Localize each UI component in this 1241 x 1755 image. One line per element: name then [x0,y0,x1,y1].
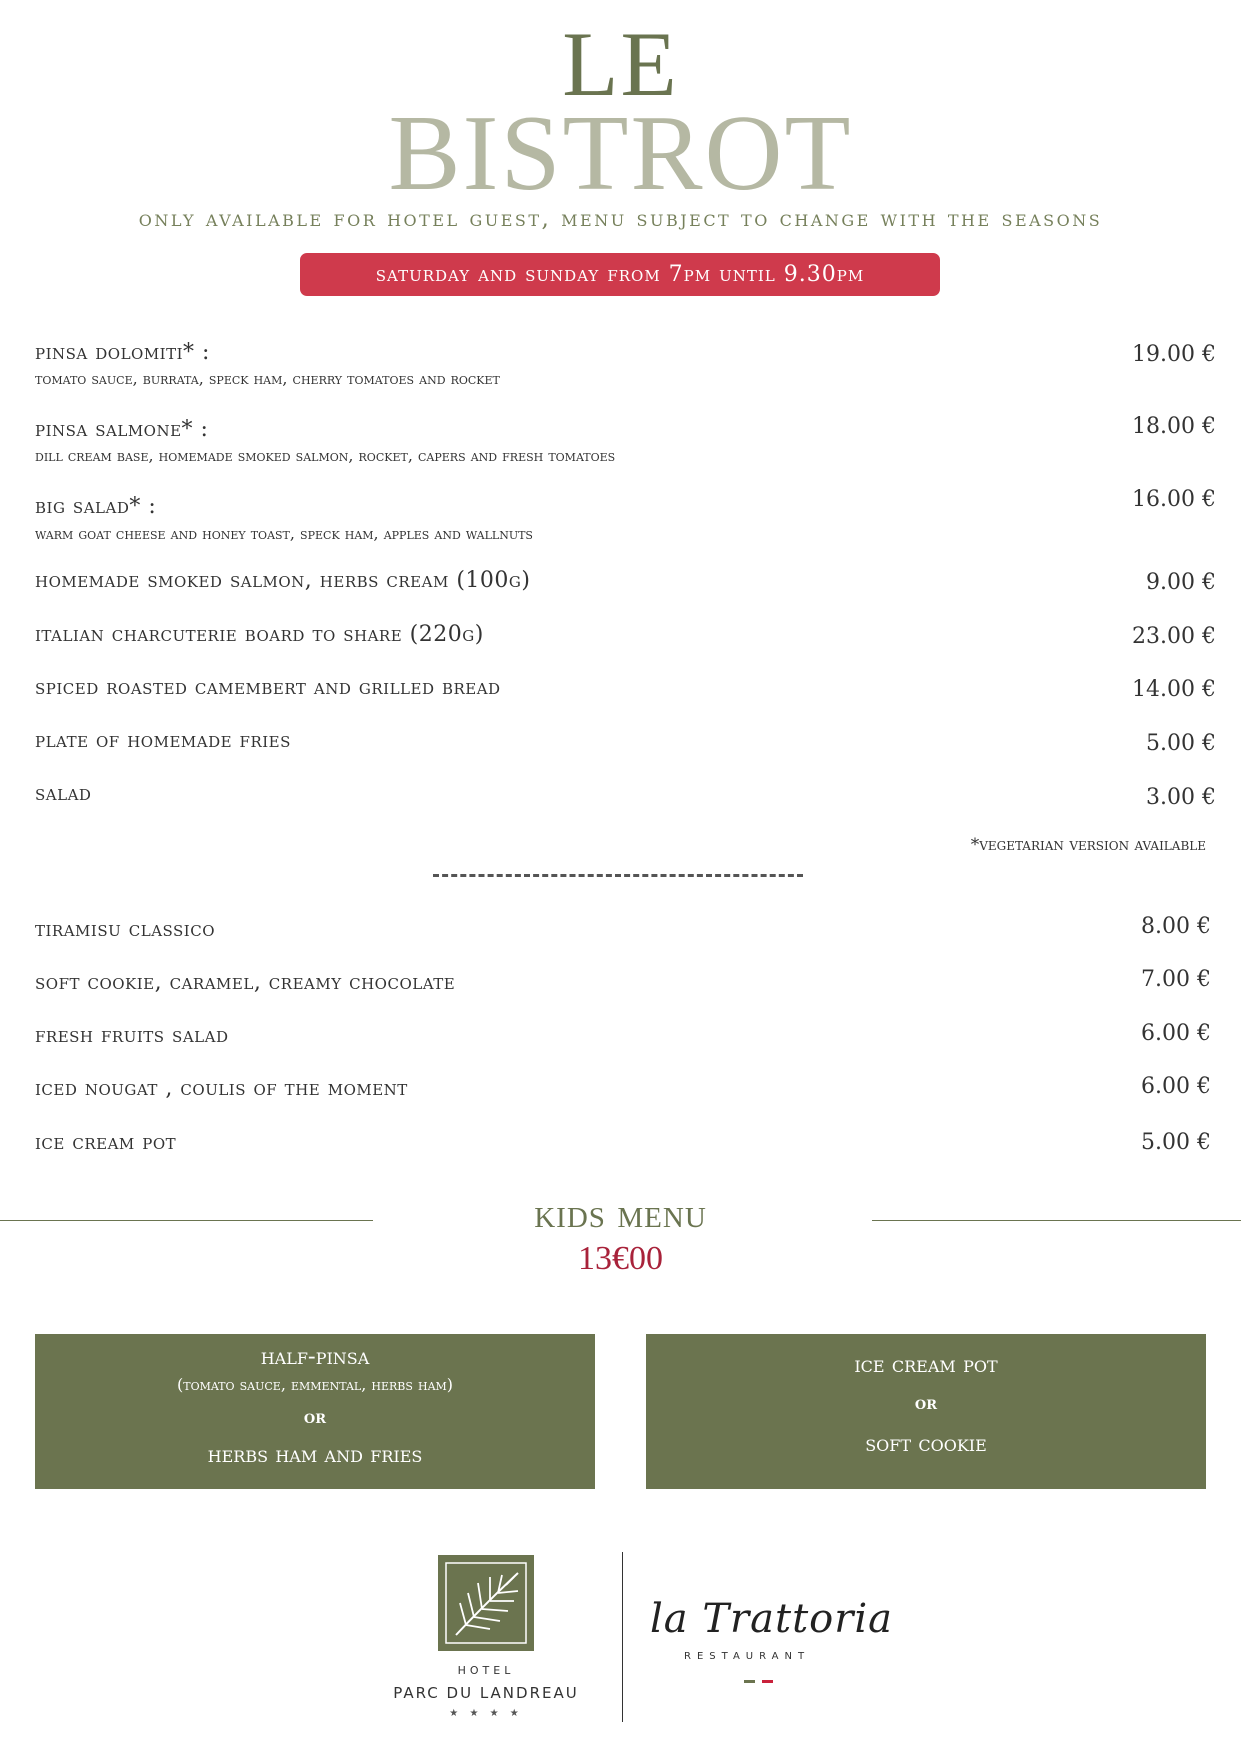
kids-box-mains [35,1334,595,1489]
dessert-item-name: iced nougat , coulis of the moment [35,1076,408,1101]
menu-item-price: 23.00 € [1132,624,1216,649]
dessert-item-price: 7.00 € [1141,967,1211,992]
dessert-item-name: ice cream pot [35,1130,177,1155]
hotel-stars: ★ ★ ★ ★ [449,1708,523,1719]
menu-item-name: spiced roasted camembert and grilled bread [35,675,501,700]
dessert-item-price: 5.00 € [1141,1130,1211,1155]
kids-or-label: or [303,1407,327,1428]
menu-item-name: big salad* : [35,494,157,519]
menu-item-price: 9.00 € [1146,570,1216,595]
kids-main-option: half-pinsa [260,1344,370,1370]
menu-item-desc: tomato sauce, burrata, speck ham, cherry tomatoes and rocket [35,369,500,388]
trattoria-logo: la Trattoria [650,1596,893,1642]
menu-item-price: 16.00 € [1132,487,1216,512]
menu-item-name: italian charcuterie board to share (220g) [35,622,484,647]
menu-item-price: 14.00 € [1132,677,1216,702]
menu-item-price: 5.00 € [1146,731,1216,756]
title-le: LE [562,13,679,115]
menu-item-name: pinsa dolomiti* : [35,340,210,365]
dessert-item-name: tiramisu classico [35,917,216,942]
menu-item-price: 18.00 € [1132,414,1216,439]
dessert-item-price: 6.00 € [1141,1074,1211,1099]
hotel-label: HOTEL [457,1664,515,1677]
menu-item-name: salad [35,781,92,806]
flag-green-stripe [744,1680,755,1683]
kids-dessert-option: ice cream pot [854,1352,998,1378]
flag-red-stripe [762,1680,773,1683]
kids-alt-option: herbs ham and fries [207,1442,423,1468]
footer-divider [622,1552,623,1722]
menu-item-price: 19.00 € [1132,342,1216,367]
hotel-name: PARC DU LANDREAU [393,1684,579,1702]
vegetarian-note: *vegetarian version available [970,835,1206,855]
dessert-item-price: 8.00 € [1141,914,1211,939]
dessert-item-name: fresh fruits salad [35,1023,229,1048]
kids-alt-dessert: soft cookie [865,1431,987,1457]
section-divider [433,874,803,877]
trattoria-subtitle: RESTAURANT [684,1651,811,1662]
kids-menu-price: 13€00 [578,1240,663,1277]
kids-or-label: or [914,1393,938,1414]
hotel-logo-icon [438,1555,534,1651]
kids-menu-title: kids menu [534,1191,707,1237]
menu-item-desc: dill cream base, homemade smoked salmon, rocket, capers and fresh tomatoes [35,446,616,465]
kids-box-desserts [646,1334,1206,1489]
menu-item-desc: warm goat cheese and honey toast, speck ham, apples and wallnuts [35,524,533,543]
kids-option-desc: (tomato sauce, emmental, herbs ham) [176,1375,454,1394]
menu-item-price: 3.00 € [1146,785,1216,810]
title-bistrot: BISTROT [388,94,853,213]
menu-item-name: plate of homemade fries [35,728,291,753]
hours-banner: saturday and sunday from 7pm until 9.30pm [300,253,940,296]
menu-item-name: pinsa salmone* : [35,417,209,442]
dessert-item-name: soft cookie, caramel, creamy chocolate [35,970,456,995]
subtitle: only available for hotel guest, menu subject to change with the seasons [138,206,1103,232]
dessert-item-price: 6.00 € [1141,1021,1211,1046]
menu-item-name: homemade smoked salmon, herbs cream (100g) [35,568,531,593]
